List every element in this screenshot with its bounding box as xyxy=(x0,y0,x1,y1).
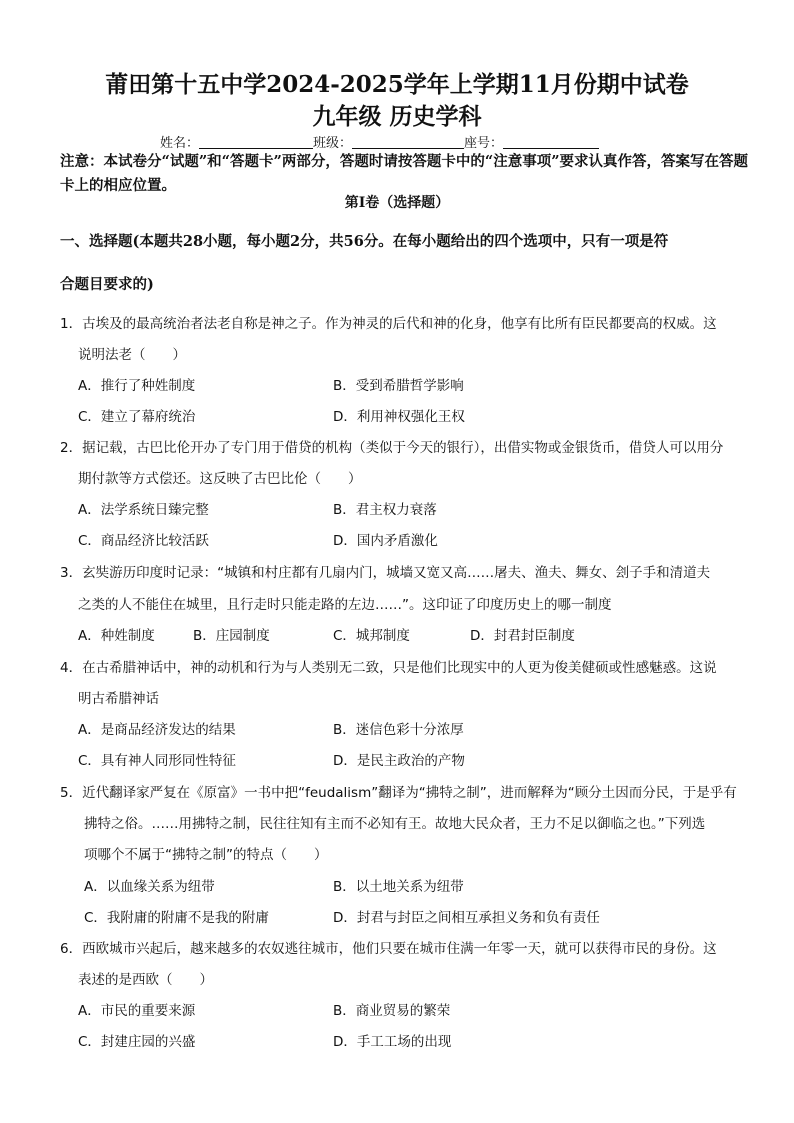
question-5-option-b: B．以土地关系为纽带 xyxy=(333,879,464,895)
question-5-option-c: C．我附庸的附庸不是我的附庸 xyxy=(84,910,269,926)
class-label: 班级： xyxy=(313,136,353,151)
question-3-line-2: 之类的人不能住在城里，且行走时只能走路的左边……”。这印证了印度历史上的哪一制度 xyxy=(78,597,612,613)
question-4-line-1: 4．在古希腊神话中，神的动机和行为与人类别无二致，只是他们比现实中的人更为俊美健硕或性感魅惑。这说 xyxy=(60,660,717,676)
question-1-line-1: 1．古埃及的最高统治者法老自称是神之子。作为神灵的后代和神的化身，他享有比所有臣民都要高的权威。这 xyxy=(60,316,717,332)
question-4-option-c: C．具有神人同形同性特征 xyxy=(78,753,236,769)
question-4-option-b: B．迷信色彩十分浓厚 xyxy=(333,722,464,738)
student-info-line xyxy=(160,132,599,151)
exam-subtitle: 九年级 历史学科 xyxy=(312,103,482,130)
question-6-option-c: C．封建庄园的兴盛 xyxy=(78,1034,196,1050)
question-6-option-b: B．商业贸易的繁荣 xyxy=(333,1003,451,1019)
part-heading-cont: 合题目要求的) xyxy=(60,276,154,293)
question-3-option-b: B．庄园制度 xyxy=(193,628,270,644)
question-2-line-1: 2．据记载，古巴比伦开办了专门用于借贷的机构（类似于今天的银行），出借实物或金银货币，借贷人可以用分 xyxy=(60,440,724,456)
question-2-option-b: B．君主权力衰落 xyxy=(333,502,437,518)
question-3-line-1: 3．玄奘游历印度时记录：“城镇和村庄都有几扇内门，城墙又宽又高……屠夫、渔夫、舞女、刽子手和清道夫 xyxy=(60,565,711,581)
notice-text: 注意：本试卷分“试题”和“答题卡”两部分，答题时请按答题卡中的“注意事项”要求认真作答，答案写在答题卡上的相应位置。 xyxy=(60,153,749,194)
question-5-option-d: D．封君与封臣之间相互承担义务和负有责任 xyxy=(333,910,600,926)
question-3-option-a: A．种姓制度 xyxy=(78,628,155,644)
class-blank xyxy=(352,136,464,149)
question-3-option-c: C．城邦制度 xyxy=(333,628,410,644)
question-1-option-d: D．利用神权强化王权 xyxy=(333,409,465,425)
question-4-option-d: D．是民主政治的产物 xyxy=(333,753,465,769)
question-6-line-1: 6．西欧城市兴起后，越来越多的农奴逃往城市，他们只要在城市住满一年零一天，就可以获得市民的身份。这 xyxy=(60,941,717,957)
question-1-option-c: C．建立了幕府统治 xyxy=(78,409,196,425)
question-1-option-a: A．推行了种姓制度 xyxy=(78,378,196,394)
exam-title: 莆田第十五中学2024-2025学年上学期11月份期中试卷 xyxy=(105,71,689,98)
question-2-option-d: D．国内矛盾激化 xyxy=(333,533,438,549)
question-3-option-d: D．封君封臣制度 xyxy=(470,628,575,644)
seat-label: 座号： xyxy=(464,136,504,151)
question-2-line-2: 期付款等方式偿还。这反映了古巴比伦（ ） xyxy=(78,471,362,487)
name-blank xyxy=(199,136,313,149)
question-6-line-2: 表述的是西欧（ ） xyxy=(78,972,213,988)
question-5-option-a: A．以血缘关系为纽带 xyxy=(84,879,215,895)
question-5-line-1: 5．近代翻译家严复在《原富》一书中把“feudalism”翻译为“拂特之制”，进而解释为“顾分土因而分民，于是乎有 xyxy=(60,785,737,801)
question-1-line-2: 说明法老（ ） xyxy=(78,347,186,363)
section-title: 第Ⅰ卷（选择题） xyxy=(344,195,450,211)
name-label: 姓名： xyxy=(160,136,200,151)
question-5-line-2: 拂特之俗。……用拂特之制，民往往知有主而不必知有王。故地大民众者，王力不足以御临之也。”下列选 xyxy=(84,816,706,832)
question-6-option-d: D．手工工场的出现 xyxy=(333,1034,452,1050)
question-2-option-c: C．商品经济比较活跃 xyxy=(78,533,209,549)
question-1-option-b: B．受到希腊哲学影响 xyxy=(333,378,464,394)
question-4-option-a: A．是商品经济发达的结果 xyxy=(78,722,236,738)
question-6-option-a: A．市民的重要来源 xyxy=(78,1003,196,1019)
question-4-line-2: 明古希腊神话 xyxy=(78,691,159,707)
question-5-line-3: 项哪个不属于“拂特之制”的特点（ ） xyxy=(84,847,328,863)
seat-blank xyxy=(503,136,599,149)
question-2-option-a: A．法学系统日臻完整 xyxy=(78,502,209,518)
part-heading: 一、选择题(本题共28小题，每小题2分，共56分。在每小题给出的四个选项中，只有一项是符 xyxy=(60,233,669,250)
